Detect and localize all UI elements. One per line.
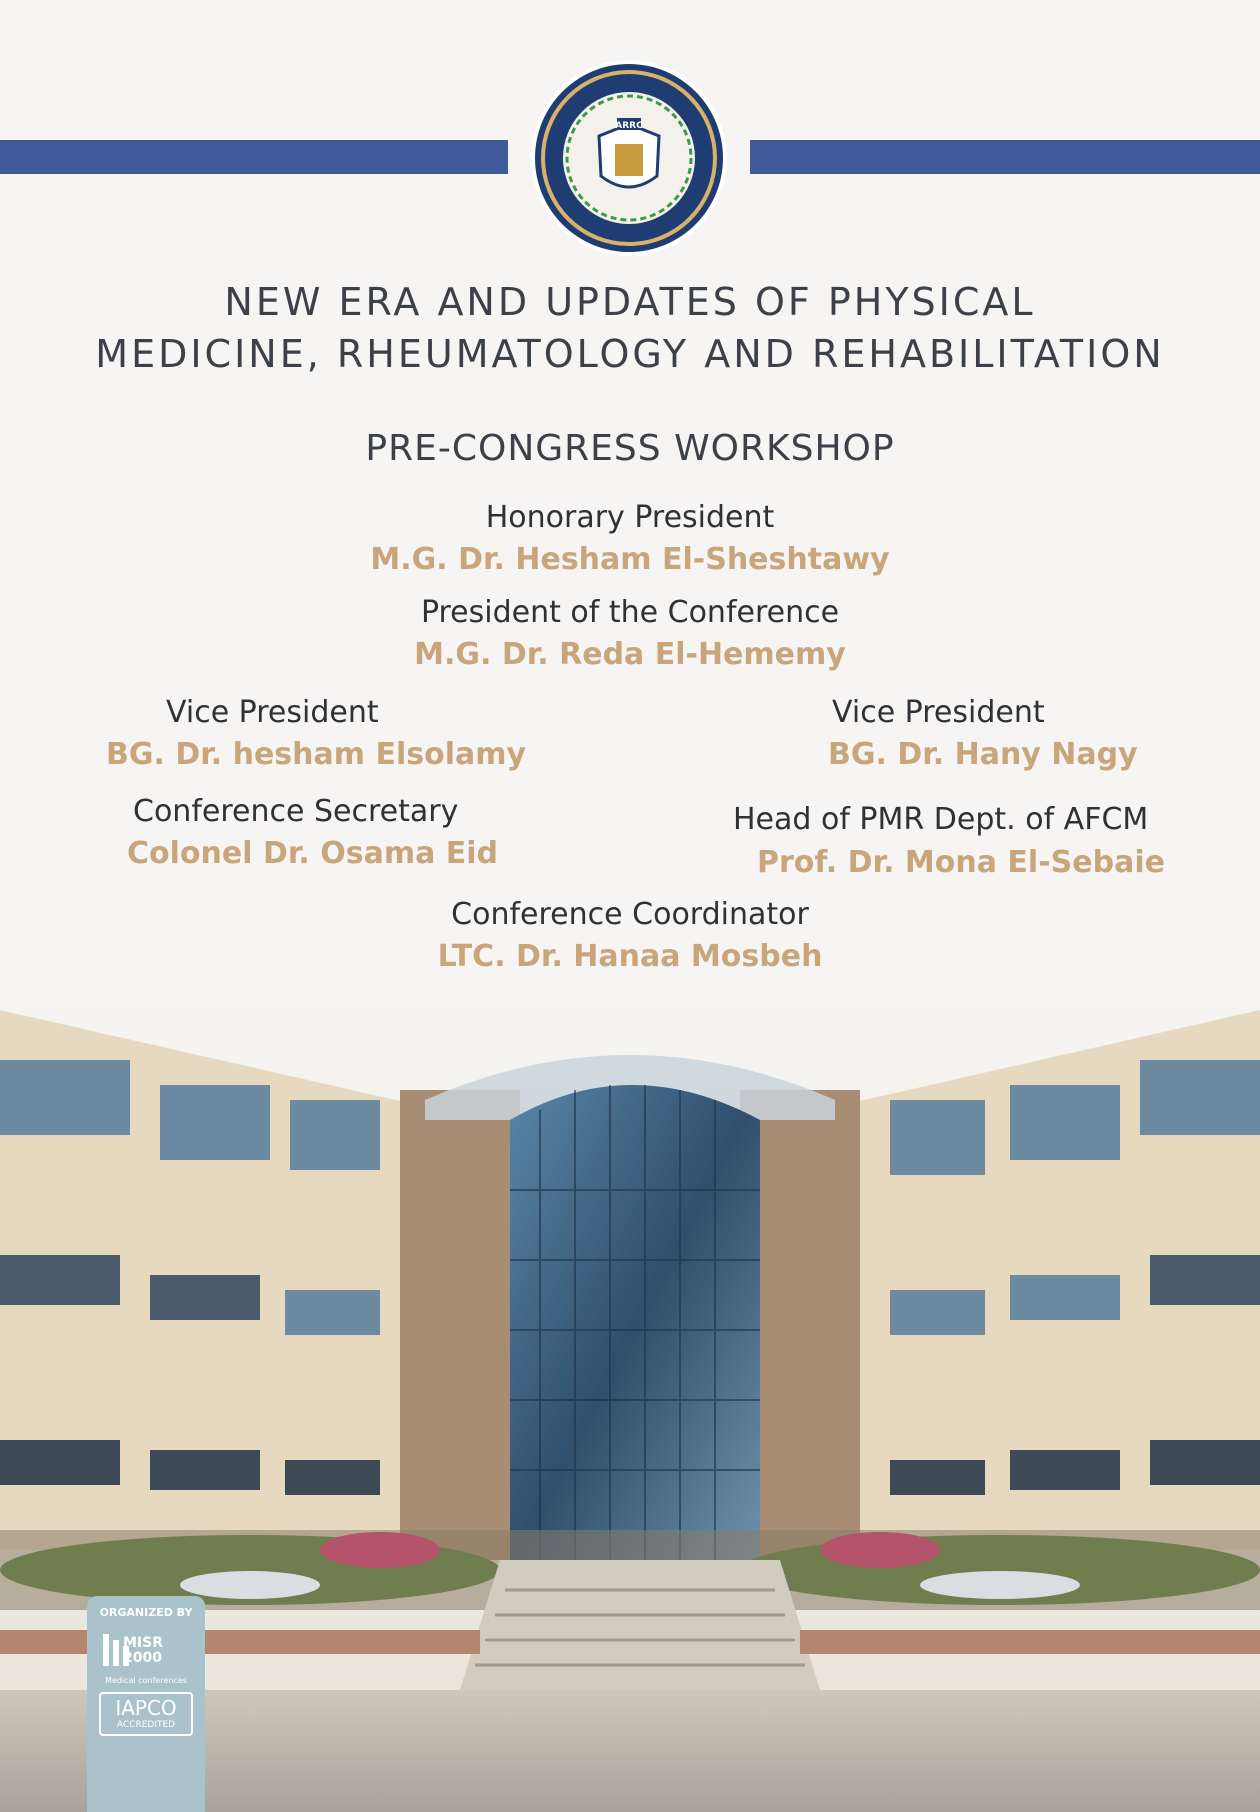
vice-president-right-role: Vice President [832, 695, 1045, 730]
head-pmr-name: Prof. Dr. Mona El-Sebaie [757, 845, 1165, 880]
title-line-2: MEDICINE, RHEUMATOLOGY AND REHABILITATION [95, 332, 1165, 376]
coordinator-name: LTC. Dr. Hanaa Mosbeh [437, 939, 823, 974]
coordinator-role: Conference Coordinator [451, 897, 809, 932]
misr2000-subtitle: Medical conferences [105, 1676, 187, 1685]
head-pmr-role: Head of PMR Dept. of AFCM [733, 802, 1149, 837]
vice-president-right-name: BG. Dr. Hany Nagy [828, 737, 1138, 772]
secretary-role: Conference Secretary [133, 794, 459, 829]
title-line-1: NEW ERA AND UPDATES OF PHYSICAL [224, 280, 1036, 324]
header-bar-left [0, 140, 508, 174]
vice-president-left-name: BG. Dr. hesham Elsolamy [106, 737, 527, 772]
iapco-label: IAPCO [115, 1696, 177, 1720]
vice-president-left-role: Vice President [166, 695, 379, 730]
header-bar-right [750, 140, 1260, 174]
organized-by-label: ORGANIZED BY [99, 1606, 193, 1619]
accredited-label: ACCREDITED [116, 1720, 176, 1730]
conference-president-role: President of the Conference [420, 595, 840, 630]
honorary-president-role: Honorary President [485, 500, 775, 535]
secretary-name: Colonel Dr. Osama Eid [127, 836, 499, 871]
organizer-badge [87, 1596, 205, 1812]
subtitle: PRE-CONGRESS WORKSHOP [365, 428, 895, 469]
arrc-emblem-icon [529, 58, 729, 258]
honorary-president-name: M.G. Dr. Hesham El-Sheshtawy [370, 542, 890, 577]
logo-label: ARRC [615, 121, 643, 131]
misr2000-brand: MISR 2000 [123, 1635, 164, 1666]
conference-president-name: M.G. Dr. Reda El-Hememy [414, 637, 846, 672]
